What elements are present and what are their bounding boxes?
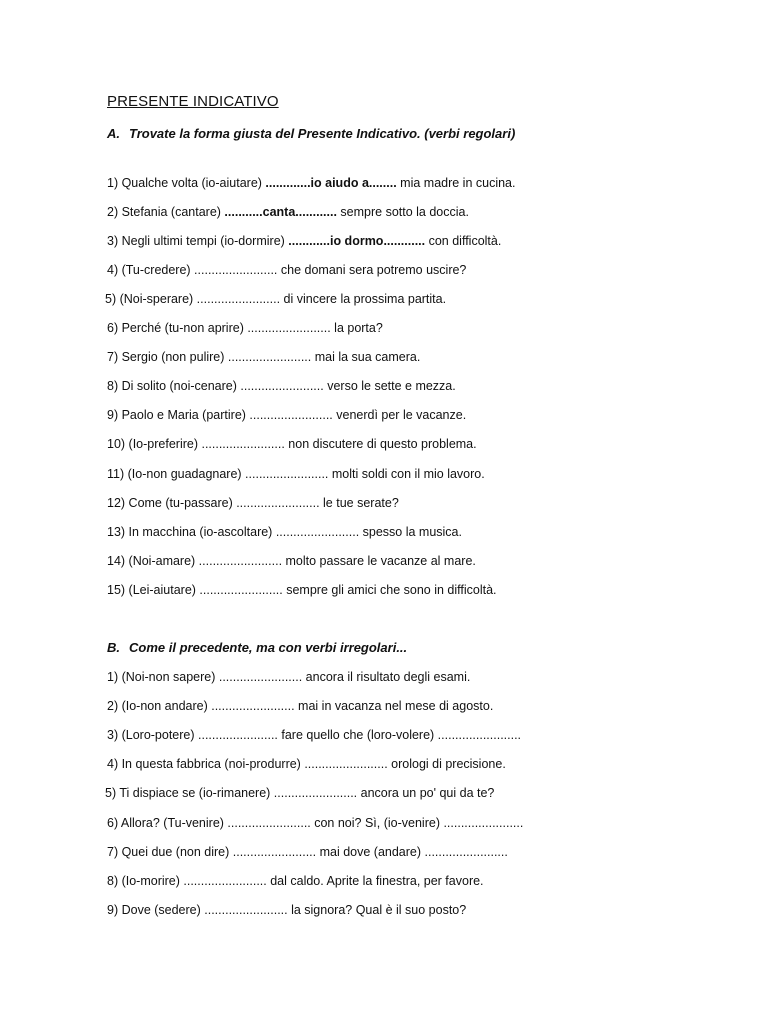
exercise-b-item-9: 9) Dove (sedere) ........................ la signora? Qual è il suo posto? [107, 903, 467, 917]
page-title: PRESENTE INDICATIVO [107, 93, 279, 110]
exercise-b-item-7: 7) Quei due (non dire) ........................ mai dove (andare) ........................ [107, 845, 508, 859]
item-text: 14) (Noi-amare) ........................ molto passare le vacanze al mare. [107, 554, 476, 568]
exercise-a-item-10 [107, 436, 477, 452]
item-text: 13) In macchina (io-ascoltare) ........................ spesso la musica. [107, 525, 462, 539]
exercise-b-item-5: 5) Ti dispiace se (io-rimanere) ........................ ancora un po' qui da te? [105, 786, 495, 800]
exercise-b-item-4: 4) In questa fabbrica (noi-produrre) ........................ orologi di precisione. [107, 757, 506, 771]
section-a-letter: A. [107, 126, 120, 141]
item-text: 7) Sergio (non pulire) ........................ mai la sua camera. [107, 350, 421, 364]
section-b-instruction [107, 640, 407, 655]
exercise-b-item-8: 8) (Io-morire) ........................ dal caldo. Aprite la finestra, per favore. [107, 874, 484, 888]
section-b-instruction-text: Come il precedente, ma con verbi irregolari... [129, 640, 408, 655]
exercise-a-item-9 [107, 407, 466, 423]
section-a-instruction [107, 126, 515, 141]
item-text: 12) Come (tu-passare) ........................ le tue serate? [107, 496, 399, 510]
item-text: 8) Di solito (noi-cenare) ........................ verso le sette e mezza. [107, 379, 456, 393]
exercise-a-item-4 [107, 262, 466, 278]
item-text-end: mia madre in cucina. [396, 176, 516, 190]
exercise-a-item-11 [107, 466, 485, 482]
exercise-a-item-3 [107, 233, 501, 249]
exercise-a-item-8 [107, 378, 456, 394]
item-answer: ............io dormo............ [288, 234, 426, 248]
exercise-a-item-14 [107, 553, 476, 569]
exercise-a-item-1 [107, 175, 516, 191]
section-a-instruction-text: Trovate la forma giusta del Presente Indicativo. (verbi regolari) [129, 126, 516, 141]
item-text-end: con difficoltà. [425, 234, 502, 248]
exercise-a-item-13 [107, 524, 462, 540]
item-answer: ...........canta............ [224, 205, 337, 219]
item-text-end: sempre sotto la doccia. [336, 205, 469, 219]
exercise-b-item-2: 2) (Io-non andare) ........................ mai in vacanza nel mese di agosto. [107, 699, 494, 713]
item-text: 5) (Noi-sperare) ........................ di vincere la prossima partita. [105, 292, 447, 306]
exercise-a-item-7 [107, 349, 420, 365]
exercise-a-item-5 [105, 291, 446, 307]
item-text: 2) Stefania (cantare) [107, 205, 225, 219]
exercise-b-item-1: 1) (Noi-non sapere) ........................ ancora il risultato degli esami. [107, 670, 471, 684]
item-text: 10) (Io-preferire) ........................ non discutere di questo problema. [107, 437, 477, 451]
item-text: 1) Qualche volta (io-aiutare) [107, 176, 266, 190]
exercise-a-item-15 [107, 582, 497, 598]
item-text: 15) (Lei-aiutare) ........................ sempre gli amici che sono in difficoltà. [107, 583, 497, 597]
section-b-letter: B. [107, 640, 120, 655]
exercise-a-item-6 [107, 320, 383, 336]
item-text: 11) (Io-non guadagnare) ........................ molti soldi con il mio lavoro. [107, 467, 485, 481]
exercise-b-item-6: 6) Allora? (Tu-venire) ........................ con noi? Sì, (io-venire) ....................... [107, 816, 524, 830]
item-answer: .............io aiudo a........ [265, 176, 397, 190]
item-text: 3) Negli ultimi tempi (io-dormire) [107, 234, 289, 248]
item-text: 4) (Tu-credere) ........................ che domani sera potremo uscire? [107, 263, 467, 277]
exercise-a-item-2 [107, 204, 469, 220]
item-text: 9) Paolo e Maria (partire) ........................ venerdì per le vacanze. [107, 408, 467, 422]
exercise-b-item-3: 3) (Loro-potere) ....................... fare quello che (loro-volere) ........................ [107, 728, 522, 742]
exercise-a-item-12 [107, 495, 399, 511]
item-text: 6) Perché (tu-non aprire) ........................ la porta? [107, 321, 383, 335]
